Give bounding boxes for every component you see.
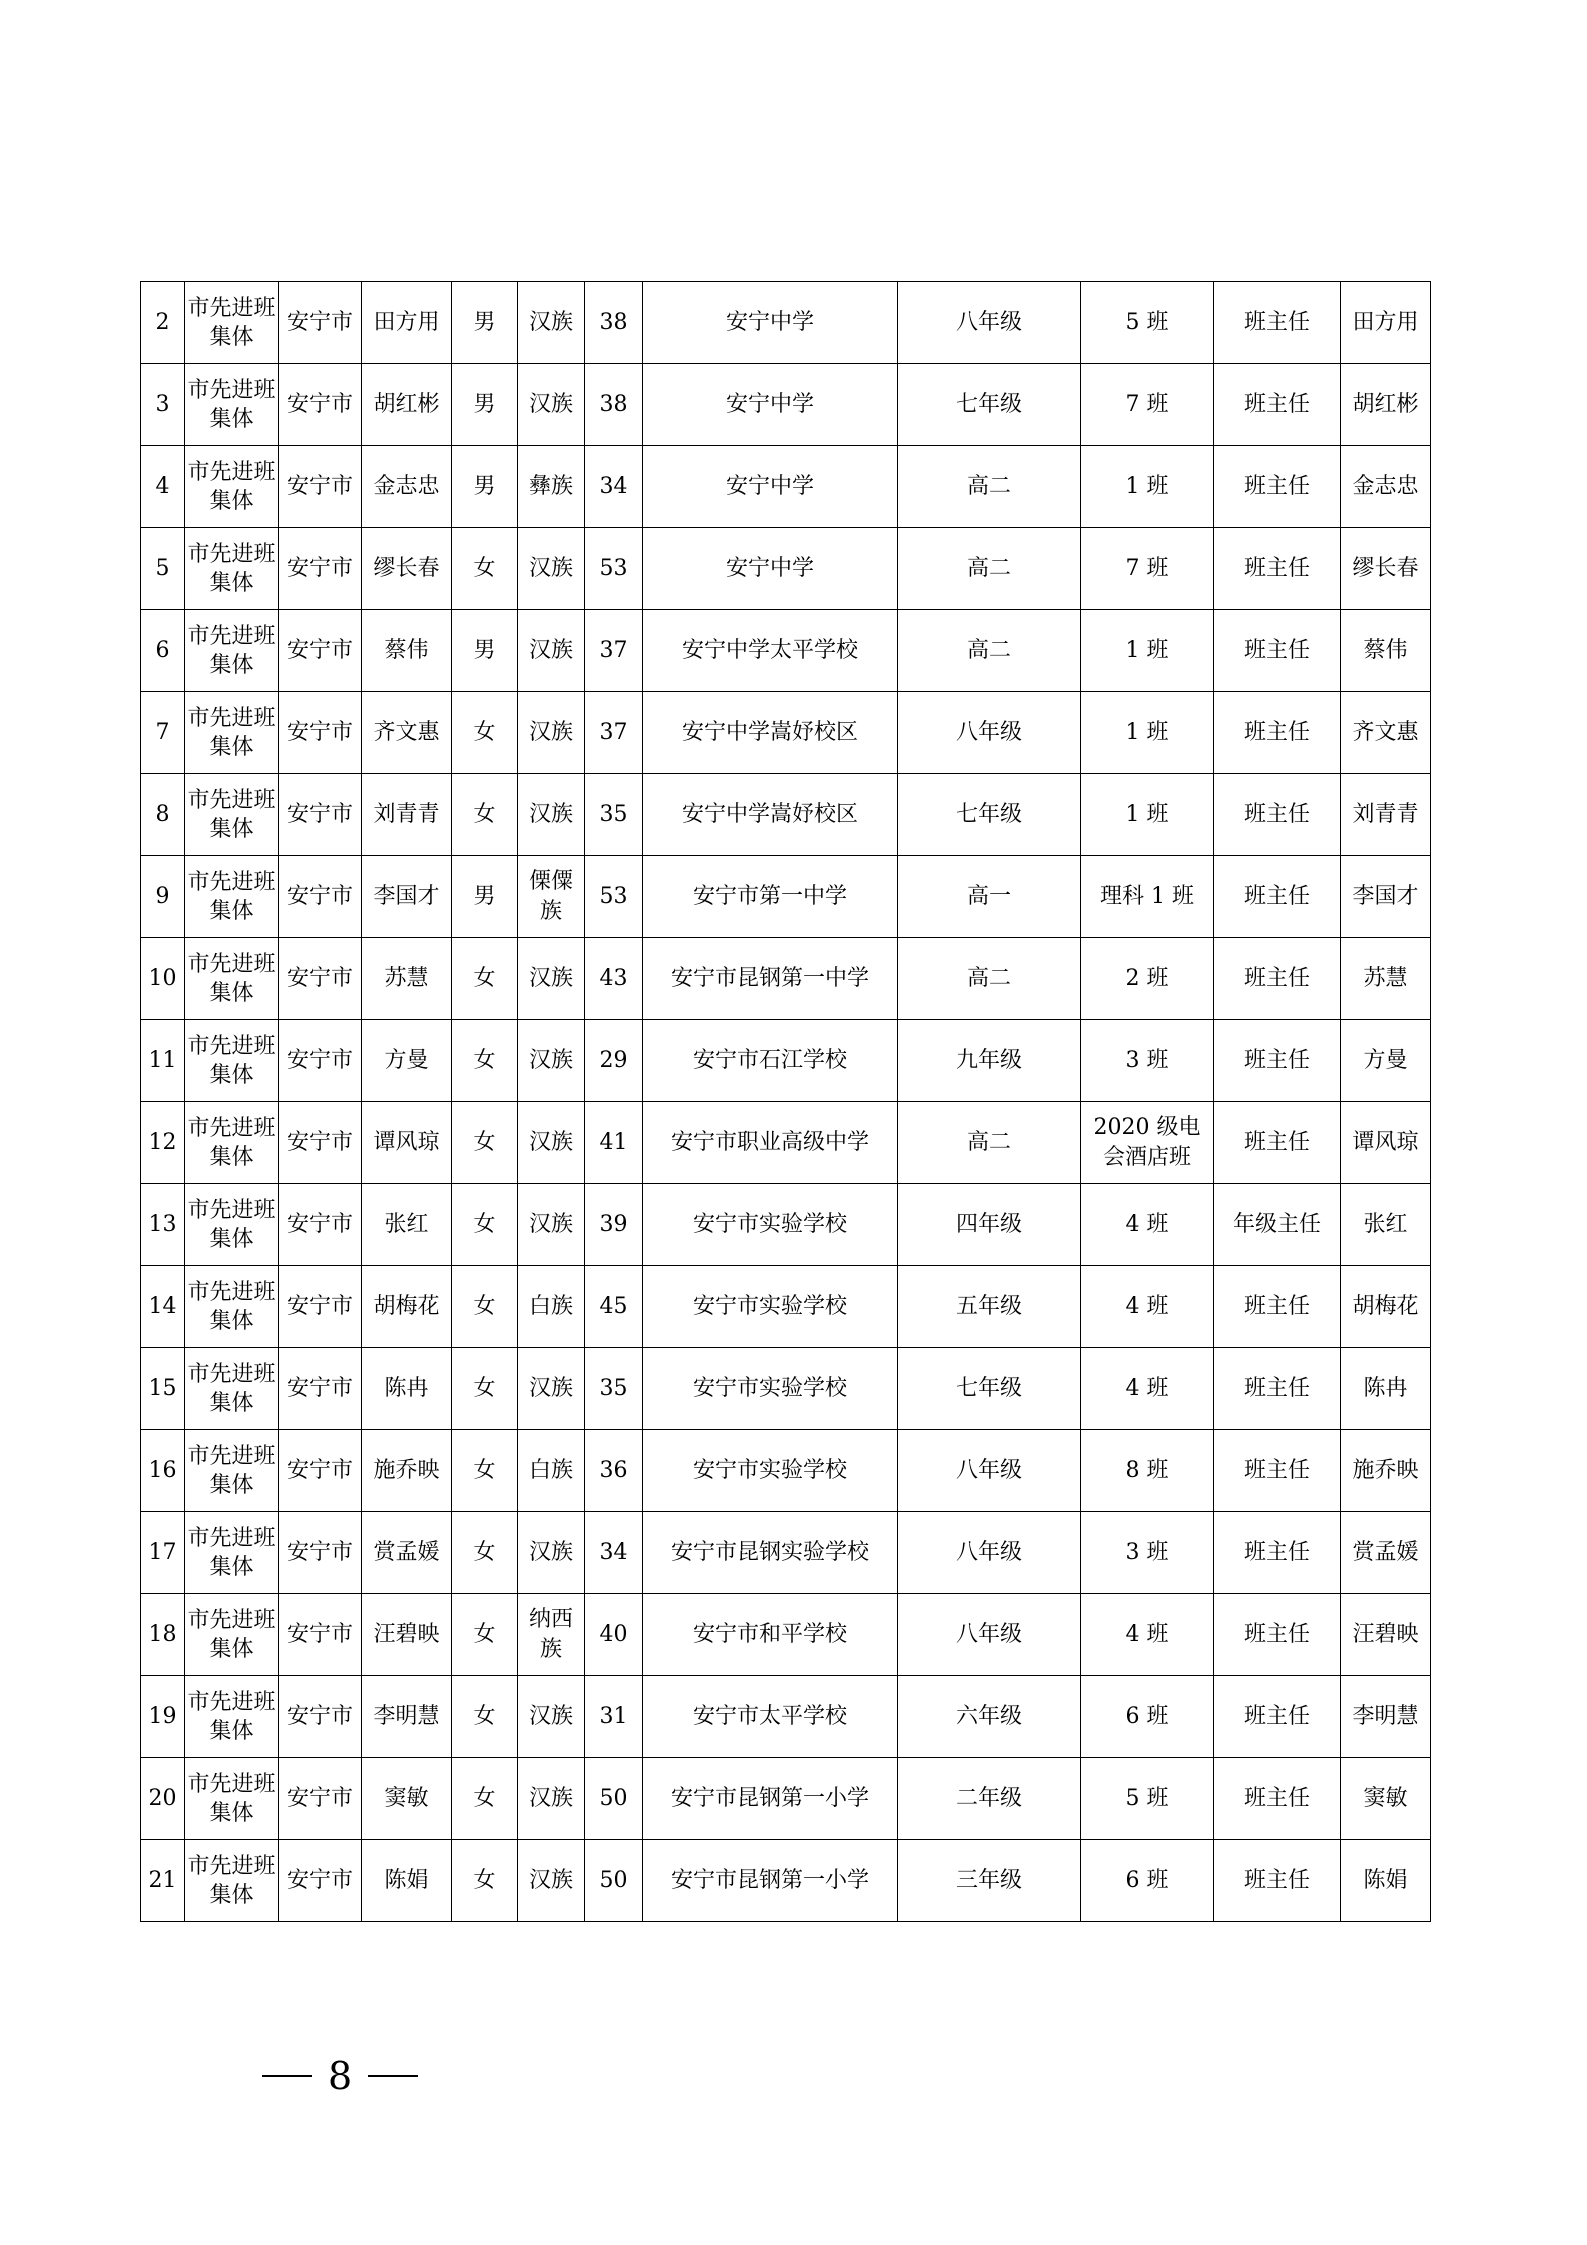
cell-position: 班主任 — [1214, 1102, 1341, 1184]
table-row — [141, 1676, 1431, 1758]
cell-honor-category: 市先进班集体 — [185, 774, 279, 856]
cell-class-name: 理科 1 班 — [1081, 856, 1214, 938]
table-row — [141, 1102, 1431, 1184]
cell-gender: 男 — [452, 446, 518, 528]
cell-leader-name: 汪碧映 — [1341, 1594, 1431, 1676]
cell-age: 39 — [585, 1184, 643, 1266]
cell-class-name: 3 班 — [1081, 1512, 1214, 1594]
cell-honor-category: 市先进班集体 — [185, 1184, 279, 1266]
cell-row-number: 12 — [141, 1102, 185, 1184]
honors-table — [140, 281, 1431, 1922]
cell-honor-category: 市先进班集体 — [185, 1020, 279, 1102]
table-row — [141, 1184, 1431, 1266]
cell-city: 安宁市 — [279, 1184, 362, 1266]
cell-gender: 女 — [452, 1512, 518, 1594]
cell-row-number: 17 — [141, 1512, 185, 1594]
cell-honor-category: 市先进班集体 — [185, 528, 279, 610]
cell-honor-category: 市先进班集体 — [185, 282, 279, 364]
cell-age: 38 — [585, 364, 643, 446]
cell-city: 安宁市 — [279, 528, 362, 610]
cell-name: 胡红彬 — [362, 364, 452, 446]
cell-ethnicity: 白族 — [518, 1266, 585, 1348]
cell-leader-name: 蔡伟 — [1341, 610, 1431, 692]
cell-position: 班主任 — [1214, 856, 1341, 938]
table-row — [141, 692, 1431, 774]
cell-school: 安宁中学嵩妤校区 — [643, 774, 898, 856]
cell-name: 苏慧 — [362, 938, 452, 1020]
cell-ethnicity: 纳西族 — [518, 1594, 585, 1676]
cell-age: 53 — [585, 856, 643, 938]
cell-row-number: 10 — [141, 938, 185, 1020]
cell-leader-name: 胡梅花 — [1341, 1266, 1431, 1348]
cell-honor-category: 市先进班集体 — [185, 1266, 279, 1348]
cell-age: 40 — [585, 1594, 643, 1676]
cell-row-number: 13 — [141, 1184, 185, 1266]
cell-position: 班主任 — [1214, 1266, 1341, 1348]
page-footer — [262, 2056, 418, 2096]
cell-ethnicity: 傈僳族 — [518, 856, 585, 938]
cell-age: 34 — [585, 446, 643, 528]
cell-honor-category: 市先进班集体 — [185, 446, 279, 528]
cell-grade: 四年级 — [898, 1184, 1081, 1266]
cell-ethnicity: 汉族 — [518, 1512, 585, 1594]
cell-age: 36 — [585, 1430, 643, 1512]
cell-age: 53 — [585, 528, 643, 610]
table-row — [141, 856, 1431, 938]
cell-position: 班主任 — [1214, 1676, 1341, 1758]
cell-position: 班主任 — [1214, 692, 1341, 774]
cell-row-number: 18 — [141, 1594, 185, 1676]
cell-city: 安宁市 — [279, 1676, 362, 1758]
cell-grade: 八年级 — [898, 1512, 1081, 1594]
cell-class-name: 4 班 — [1081, 1348, 1214, 1430]
cell-ethnicity: 汉族 — [518, 610, 585, 692]
cell-honor-category: 市先进班集体 — [185, 1348, 279, 1430]
cell-honor-category: 市先进班集体 — [185, 1676, 279, 1758]
table-row — [141, 938, 1431, 1020]
cell-row-number: 6 — [141, 610, 185, 692]
cell-honor-category: 市先进班集体 — [185, 364, 279, 446]
cell-name: 施乔映 — [362, 1430, 452, 1512]
cell-name: 胡梅花 — [362, 1266, 452, 1348]
cell-class-name: 6 班 — [1081, 1840, 1214, 1922]
cell-row-number: 9 — [141, 856, 185, 938]
cell-class-name: 6 班 — [1081, 1676, 1214, 1758]
cell-leader-name: 缪长春 — [1341, 528, 1431, 610]
page-number: 8 — [328, 2054, 353, 2098]
cell-leader-name: 赏孟媛 — [1341, 1512, 1431, 1594]
cell-leader-name: 方曼 — [1341, 1020, 1431, 1102]
cell-leader-name: 田方用 — [1341, 282, 1431, 364]
cell-age: 34 — [585, 1512, 643, 1594]
cell-age: 31 — [585, 1676, 643, 1758]
cell-row-number: 16 — [141, 1430, 185, 1512]
table-row — [141, 1840, 1431, 1922]
cell-grade: 八年级 — [898, 1430, 1081, 1512]
cell-class-name: 1 班 — [1081, 446, 1214, 528]
cell-city: 安宁市 — [279, 1020, 362, 1102]
cell-city: 安宁市 — [279, 1266, 362, 1348]
cell-class-name: 1 班 — [1081, 774, 1214, 856]
cell-honor-category: 市先进班集体 — [185, 610, 279, 692]
table-row — [141, 528, 1431, 610]
cell-row-number: 21 — [141, 1840, 185, 1922]
cell-ethnicity: 汉族 — [518, 774, 585, 856]
cell-city: 安宁市 — [279, 1594, 362, 1676]
cell-school: 安宁市和平学校 — [643, 1594, 898, 1676]
cell-ethnicity: 汉族 — [518, 528, 585, 610]
cell-position: 班主任 — [1214, 528, 1341, 610]
cell-gender: 女 — [452, 1348, 518, 1430]
cell-age: 43 — [585, 938, 643, 1020]
cell-class-name: 3 班 — [1081, 1020, 1214, 1102]
cell-ethnicity: 汉族 — [518, 282, 585, 364]
cell-row-number: 14 — [141, 1266, 185, 1348]
cell-gender: 女 — [452, 1758, 518, 1840]
cell-position: 年级主任 — [1214, 1184, 1341, 1266]
cell-gender: 男 — [452, 282, 518, 364]
cell-city: 安宁市 — [279, 1102, 362, 1184]
cell-name: 蔡伟 — [362, 610, 452, 692]
cell-gender: 男 — [452, 610, 518, 692]
cell-class-name: 7 班 — [1081, 528, 1214, 610]
table-row — [141, 364, 1431, 446]
cell-ethnicity: 汉族 — [518, 364, 585, 446]
cell-gender: 女 — [452, 774, 518, 856]
cell-gender: 女 — [452, 1840, 518, 1922]
cell-name: 齐文惠 — [362, 692, 452, 774]
cell-leader-name: 金志忠 — [1341, 446, 1431, 528]
cell-class-name: 4 班 — [1081, 1594, 1214, 1676]
table-row — [141, 1512, 1431, 1594]
cell-class-name: 7 班 — [1081, 364, 1214, 446]
cell-position: 班主任 — [1214, 364, 1341, 446]
cell-gender: 女 — [452, 1020, 518, 1102]
cell-school: 安宁市实验学校 — [643, 1348, 898, 1430]
cell-ethnicity: 汉族 — [518, 1020, 585, 1102]
table-row — [141, 1266, 1431, 1348]
cell-grade: 高二 — [898, 446, 1081, 528]
table-row — [141, 282, 1431, 364]
cell-class-name: 2 班 — [1081, 938, 1214, 1020]
cell-honor-category: 市先进班集体 — [185, 1430, 279, 1512]
cell-city: 安宁市 — [279, 446, 362, 528]
cell-age: 38 — [585, 282, 643, 364]
cell-leader-name: 李国才 — [1341, 856, 1431, 938]
cell-age: 37 — [585, 692, 643, 774]
cell-school: 安宁中学 — [643, 364, 898, 446]
cell-name: 陈冉 — [362, 1348, 452, 1430]
cell-position: 班主任 — [1214, 774, 1341, 856]
cell-position: 班主任 — [1214, 1594, 1341, 1676]
cell-name: 李国才 — [362, 856, 452, 938]
cell-city: 安宁市 — [279, 774, 362, 856]
cell-class-name: 2020 级电会酒店班 — [1081, 1102, 1214, 1184]
cell-honor-category: 市先进班集体 — [185, 1102, 279, 1184]
cell-name: 方曼 — [362, 1020, 452, 1102]
cell-school: 安宁市石江学校 — [643, 1020, 898, 1102]
cell-position: 班主任 — [1214, 446, 1341, 528]
cell-leader-name: 胡红彬 — [1341, 364, 1431, 446]
cell-position: 班主任 — [1214, 1758, 1341, 1840]
cell-city: 安宁市 — [279, 1430, 362, 1512]
cell-school: 安宁中学太平学校 — [643, 610, 898, 692]
cell-grade: 七年级 — [898, 774, 1081, 856]
cell-row-number: 8 — [141, 774, 185, 856]
cell-ethnicity: 汉族 — [518, 1102, 585, 1184]
cell-school: 安宁市实验学校 — [643, 1184, 898, 1266]
cell-leader-name: 陈冉 — [1341, 1348, 1431, 1430]
cell-age: 50 — [585, 1758, 643, 1840]
cell-school: 安宁市昆钢第一中学 — [643, 938, 898, 1020]
cell-class-name: 5 班 — [1081, 282, 1214, 364]
cell-age: 41 — [585, 1102, 643, 1184]
cell-class-name: 4 班 — [1081, 1266, 1214, 1348]
cell-name: 刘青青 — [362, 774, 452, 856]
cell-row-number: 19 — [141, 1676, 185, 1758]
cell-name: 田方用 — [362, 282, 452, 364]
cell-position: 班主任 — [1214, 1348, 1341, 1430]
cell-position: 班主任 — [1214, 938, 1341, 1020]
cell-row-number: 5 — [141, 528, 185, 610]
cell-honor-category: 市先进班集体 — [185, 856, 279, 938]
cell-leader-name: 齐文惠 — [1341, 692, 1431, 774]
cell-name: 张红 — [362, 1184, 452, 1266]
cell-position: 班主任 — [1214, 282, 1341, 364]
cell-row-number: 7 — [141, 692, 185, 774]
cell-ethnicity: 彝族 — [518, 446, 585, 528]
table-body — [141, 282, 1431, 1922]
cell-name: 缪长春 — [362, 528, 452, 610]
cell-leader-name: 张红 — [1341, 1184, 1431, 1266]
cell-honor-category: 市先进班集体 — [185, 938, 279, 1020]
cell-age: 45 — [585, 1266, 643, 1348]
cell-name: 金志忠 — [362, 446, 452, 528]
cell-leader-name: 苏慧 — [1341, 938, 1431, 1020]
cell-age: 50 — [585, 1840, 643, 1922]
cell-ethnicity: 汉族 — [518, 1348, 585, 1430]
cell-class-name: 5 班 — [1081, 1758, 1214, 1840]
table-row — [141, 446, 1431, 528]
cell-name: 赏孟媛 — [362, 1512, 452, 1594]
cell-grade: 七年级 — [898, 1348, 1081, 1430]
cell-leader-name: 谭风琼 — [1341, 1102, 1431, 1184]
cell-gender: 女 — [452, 692, 518, 774]
cell-school: 安宁市职业高级中学 — [643, 1102, 898, 1184]
cell-grade: 八年级 — [898, 282, 1081, 364]
cell-gender: 女 — [452, 1266, 518, 1348]
cell-name: 陈娟 — [362, 1840, 452, 1922]
cell-row-number: 4 — [141, 446, 185, 528]
cell-grade: 高二 — [898, 528, 1081, 610]
cell-grade: 高二 — [898, 610, 1081, 692]
cell-grade: 高二 — [898, 938, 1081, 1020]
table-row — [141, 1020, 1431, 1102]
cell-grade: 九年级 — [898, 1020, 1081, 1102]
cell-leader-name: 陈娟 — [1341, 1840, 1431, 1922]
cell-ethnicity: 白族 — [518, 1430, 585, 1512]
cell-grade: 六年级 — [898, 1676, 1081, 1758]
cell-honor-category: 市先进班集体 — [185, 1594, 279, 1676]
cell-row-number: 2 — [141, 282, 185, 364]
cell-city: 安宁市 — [279, 692, 362, 774]
cell-school: 安宁市昆钢第一小学 — [643, 1758, 898, 1840]
cell-position: 班主任 — [1214, 1840, 1341, 1922]
cell-school: 安宁中学 — [643, 282, 898, 364]
cell-ethnicity: 汉族 — [518, 1676, 585, 1758]
cell-name: 谭风琼 — [362, 1102, 452, 1184]
cell-gender: 女 — [452, 1676, 518, 1758]
cell-school: 安宁市太平学校 — [643, 1676, 898, 1758]
cell-age: 35 — [585, 774, 643, 856]
table-row — [141, 1758, 1431, 1840]
cell-city: 安宁市 — [279, 856, 362, 938]
cell-school: 安宁市实验学校 — [643, 1430, 898, 1512]
cell-gender: 女 — [452, 1594, 518, 1676]
table-row — [141, 1348, 1431, 1430]
footer-dash-right — [368, 2075, 418, 2077]
cell-school: 安宁市昆钢第一小学 — [643, 1840, 898, 1922]
cell-name: 汪碧映 — [362, 1594, 452, 1676]
table-row — [141, 1594, 1431, 1676]
cell-city: 安宁市 — [279, 938, 362, 1020]
cell-grade: 高二 — [898, 1102, 1081, 1184]
cell-city: 安宁市 — [279, 1840, 362, 1922]
cell-city: 安宁市 — [279, 1758, 362, 1840]
cell-city: 安宁市 — [279, 1512, 362, 1594]
table-row — [141, 610, 1431, 692]
cell-ethnicity: 汉族 — [518, 1840, 585, 1922]
cell-school: 安宁市第一中学 — [643, 856, 898, 938]
cell-honor-category: 市先进班集体 — [185, 1512, 279, 1594]
cell-gender: 女 — [452, 1430, 518, 1512]
cell-gender: 女 — [452, 528, 518, 610]
cell-school: 安宁中学嵩妤校区 — [643, 692, 898, 774]
cell-age: 35 — [585, 1348, 643, 1430]
cell-row-number: 3 — [141, 364, 185, 446]
cell-honor-category: 市先进班集体 — [185, 692, 279, 774]
cell-city: 安宁市 — [279, 282, 362, 364]
cell-ethnicity: 汉族 — [518, 692, 585, 774]
cell-school: 安宁中学 — [643, 446, 898, 528]
cell-ethnicity: 汉族 — [518, 938, 585, 1020]
cell-class-name: 4 班 — [1081, 1184, 1214, 1266]
cell-row-number: 11 — [141, 1020, 185, 1102]
cell-position: 班主任 — [1214, 1020, 1341, 1102]
cell-honor-category: 市先进班集体 — [185, 1758, 279, 1840]
cell-school: 安宁市昆钢实验学校 — [643, 1512, 898, 1594]
cell-grade: 八年级 — [898, 1594, 1081, 1676]
footer-dash-left — [262, 2075, 312, 2077]
cell-position: 班主任 — [1214, 1430, 1341, 1512]
cell-grade: 高一 — [898, 856, 1081, 938]
cell-city: 安宁市 — [279, 1348, 362, 1430]
cell-school: 安宁中学 — [643, 528, 898, 610]
cell-class-name: 8 班 — [1081, 1430, 1214, 1512]
cell-age: 37 — [585, 610, 643, 692]
cell-gender: 男 — [452, 364, 518, 446]
cell-row-number: 15 — [141, 1348, 185, 1430]
cell-position: 班主任 — [1214, 1512, 1341, 1594]
cell-grade: 三年级 — [898, 1840, 1081, 1922]
cell-leader-name: 李明慧 — [1341, 1676, 1431, 1758]
cell-grade: 二年级 — [898, 1758, 1081, 1840]
cell-grade: 八年级 — [898, 692, 1081, 774]
cell-ethnicity: 汉族 — [518, 1758, 585, 1840]
cell-honor-category: 市先进班集体 — [185, 1840, 279, 1922]
cell-gender: 女 — [452, 1102, 518, 1184]
cell-gender: 女 — [452, 938, 518, 1020]
cell-class-name: 1 班 — [1081, 692, 1214, 774]
cell-gender: 男 — [452, 856, 518, 938]
table-row — [141, 1430, 1431, 1512]
cell-school: 安宁市实验学校 — [643, 1266, 898, 1348]
cell-position: 班主任 — [1214, 610, 1341, 692]
cell-leader-name: 刘青青 — [1341, 774, 1431, 856]
cell-name: 李明慧 — [362, 1676, 452, 1758]
cell-leader-name: 窦敏 — [1341, 1758, 1431, 1840]
cell-grade: 五年级 — [898, 1266, 1081, 1348]
cell-name: 窦敏 — [362, 1758, 452, 1840]
cell-row-number: 20 — [141, 1758, 185, 1840]
cell-leader-name: 施乔映 — [1341, 1430, 1431, 1512]
cell-ethnicity: 汉族 — [518, 1184, 585, 1266]
cell-grade: 七年级 — [898, 364, 1081, 446]
cell-class-name: 1 班 — [1081, 610, 1214, 692]
cell-age: 29 — [585, 1020, 643, 1102]
cell-city: 安宁市 — [279, 610, 362, 692]
cell-city: 安宁市 — [279, 364, 362, 446]
cell-gender: 女 — [452, 1184, 518, 1266]
table-row — [141, 774, 1431, 856]
